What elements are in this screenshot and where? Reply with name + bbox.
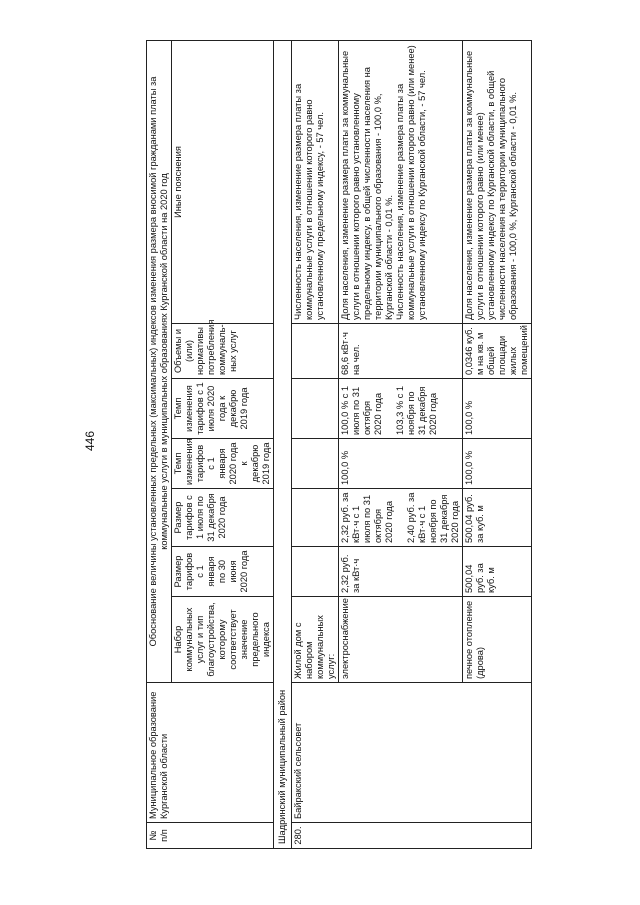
header-num: № п/п — [147, 823, 274, 849]
tariff-2: 500,04 руб. за куб. м — [463, 489, 532, 547]
housing-type: Жилой дом с набором коммунальных услуг: — [292, 597, 339, 683]
rate-2: 100,0 % с 1 июля по 31 октября 2020 года 103,3 % с 1 ноября по 31 декабря 2020 года — [339, 379, 463, 439]
header-row-1 — [147, 40, 172, 848]
rate-1: 100,0 % — [463, 439, 532, 489]
note: Доля населения, изменение размера платы за коммунальные услуги в отношении которого равно установленному предельному индексу, в общей численности населения на территории муниципального образования - 100,0 %, Курганской области - 0,01 %. Численность населения, изменение размера платы за коммунальные услуги в отношении которого равно (или менее) установленному индексу по Курганской области, - 57 чел. — [339, 40, 463, 323]
header-rate-2: Темп изменения тарифов с 1 июля 2020 года к декабрю 2019 года — [172, 379, 274, 439]
tariff-index-table — [146, 40, 532, 849]
header-tariff-1: Размер тарифов с 1 января по 30 июня 2020 года — [172, 547, 274, 597]
rotated-table-container — [140, 0, 640, 905]
district-name: Шадринский муниципальный район — [274, 40, 292, 848]
header-volumes: Объемы и (или) нормативы потребления коммуналь-ных услуг — [172, 324, 274, 379]
page-number: 446 — [83, 430, 97, 452]
tariff-2: 2,32 руб. за кВт·ч с 1 июля по 31 октября 2020 года 2,40 руб. за кВт·ч с 1 ноября по 31 декабря 2020 года — [339, 489, 463, 547]
entry-name: Байракский сельсовет — [292, 683, 532, 823]
note: Доля населения, изменение размера платы за коммунальные услуги в отношении которого равно (или менее) установленному индексу по Курганской области, в общей численности населения на территории муниципального образования - 100,0 %, Курганской области - 0,01 %. — [463, 40, 532, 323]
header-service-set: Набор коммунальных услуг и тип благоустройства, которому соответствует значение предельного индекса — [172, 597, 274, 683]
entry-num: 280. — [292, 823, 532, 849]
rate-2: 100,0 % — [463, 379, 532, 439]
volume: 68,6 кВт·ч на чел. — [339, 324, 463, 379]
rate-1: 100,0 % — [339, 439, 463, 489]
district-row — [274, 40, 292, 848]
tariff-1: 500,04 руб. за куб. м — [463, 547, 532, 597]
header-municipality: Муниципальное образование Курганской области — [147, 683, 274, 823]
header-notes: Иные пояснения — [172, 40, 274, 323]
header-rate-1: Темп изменения тарифов с 1 января 2020 года к декабрю 2019 года — [172, 439, 274, 489]
tariff-1: 2,32 руб. за кВт·ч — [339, 547, 463, 597]
entry-summary: Численность населения, изменение размера платы за коммунальные услуги в отношении которого равно установленному предельному индексу, - 57 чел. — [292, 40, 339, 323]
volume: 0,0346 куб. м на кв. м общей площади жилых помещений — [463, 324, 532, 379]
header-basis-group: Обоснование величины установленных предельных (максимальных) индексов изменения размера вносимой гражданами платы за коммунальные услуги в муниципальных образованиях Курганской области на 2020 год — [147, 40, 172, 682]
service-name: печное отопление (дрова) — [463, 597, 532, 683]
entry-row-housing — [292, 40, 339, 848]
service-name: электроснабжение — [339, 597, 463, 683]
header-tariff-2: Размер тарифов с 1 июля по 31 декабря 2020 года — [172, 489, 274, 547]
